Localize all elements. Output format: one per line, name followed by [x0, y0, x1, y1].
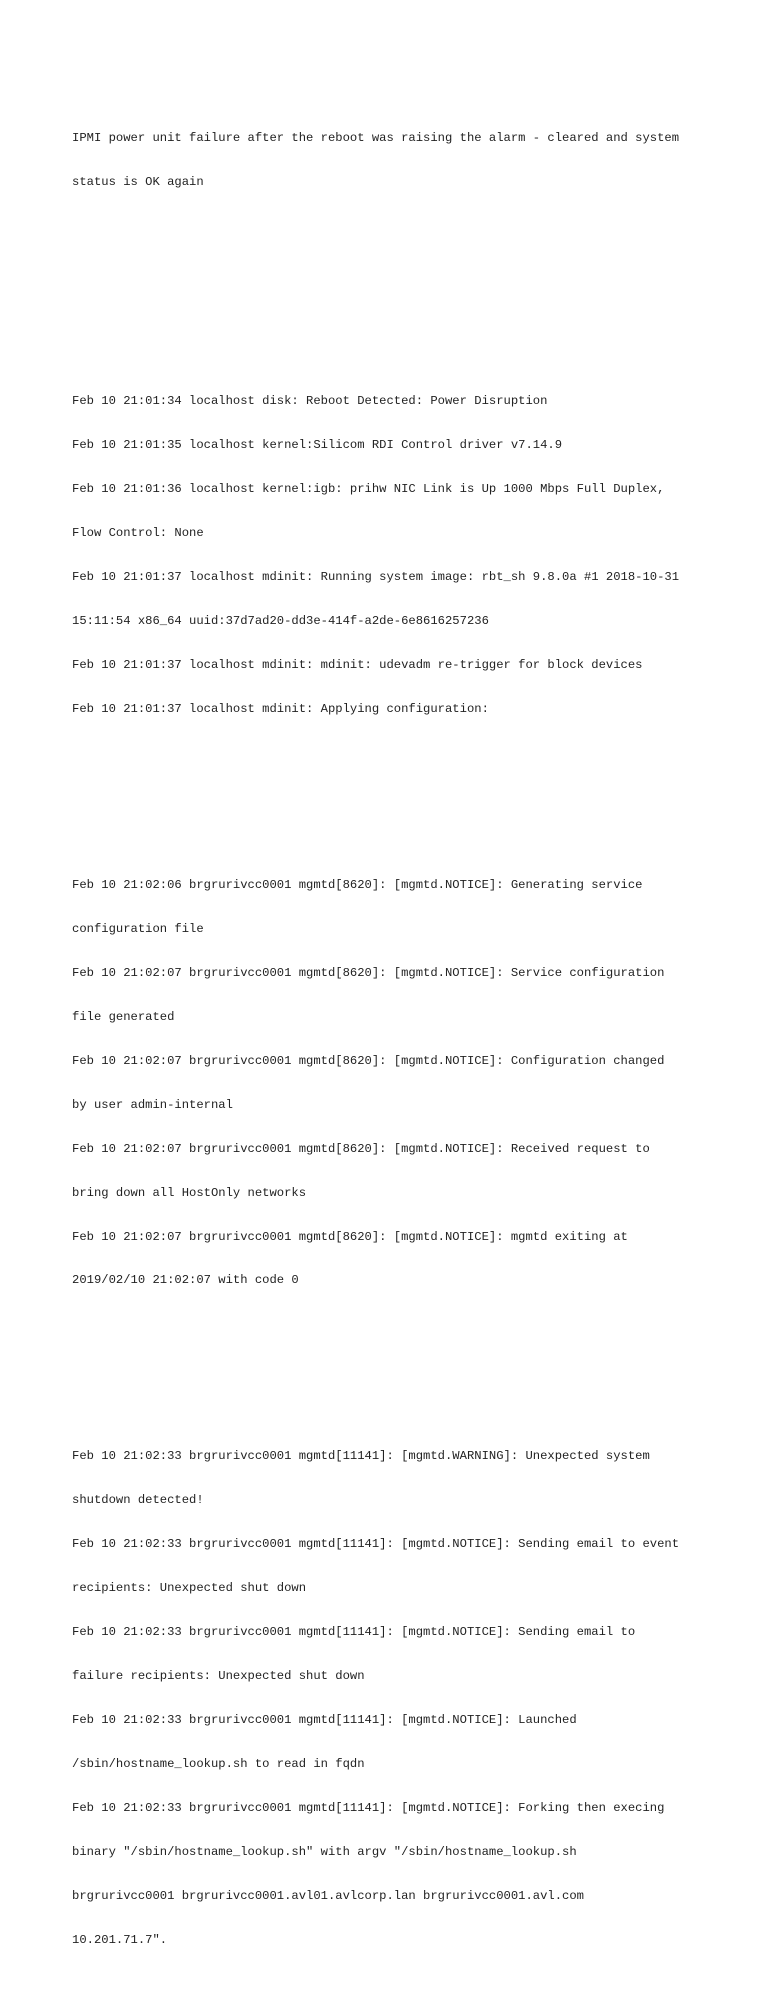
log-line: brgrurivcc0001 brgrurivcc0001.avl01.avlcorp.lan brgrurivcc0001.avl.com [72, 1888, 584, 1903]
log-line: failure recipients: Unexpected shut down [72, 1669, 365, 1684]
log-line: Feb 10 21:01:36 localhost kernel:igb: prihw NIC Link is Up 1000 Mbps Full Duplex, [72, 482, 665, 497]
summary-line: IPMI power unit failure after the reboot was raising the alarm - cleared and system [72, 130, 680, 145]
log-line: by user admin-internal [72, 1097, 233, 1112]
log-line: 15:11:54 x86_64 uuid:37d7ad20-dd3e-414f-a2de-6e8616257236 [72, 614, 489, 629]
spacer [72, 790, 712, 805]
log-line: binary "/sbin/hostname_lookup.sh" with argv "/sbin/hostname_lookup.sh [72, 1844, 577, 1859]
log-line: Feb 10 21:02:07 brgrurivcc0001 mgmtd[8620]: [mgmtd.NOTICE]: Received request to [72, 1141, 650, 1156]
boot-log-block [72, 365, 712, 746]
log-line: Feb 10 21:01:34 localhost disk: Reboot Detected: Power Disruption [72, 394, 548, 409]
log-line: /sbin/hostname_lookup.sh to read in fqdn [72, 1756, 365, 1771]
document-page [72, 72, 712, 1991]
spacer [72, 1361, 712, 1376]
log-line: 10.201.71.7". [72, 1932, 168, 1947]
spacer [72, 306, 712, 321]
log-line: Feb 10 21:01:37 localhost mdinit: Running system image: rbt_sh 9.8.0a #1 2018-10-31 [72, 570, 680, 585]
log-line: configuration file [72, 921, 204, 936]
log-line: Feb 10 21:02:33 brgrurivcc0001 mgmtd[11141]: [mgmtd.NOTICE]: Forking then execing [72, 1800, 665, 1815]
log-line: Feb 10 21:02:06 brgrurivcc0001 mgmtd[8620]: [mgmtd.NOTICE]: Generating service [72, 877, 643, 892]
log-line: shutdown detected! [72, 1493, 204, 1508]
log-line: Feb 10 21:02:07 brgrurivcc0001 mgmtd[8620]: [mgmtd.NOTICE]: Configuration changed [72, 1053, 665, 1068]
log-line: Feb 10 21:01:35 localhost kernel:Silicom RDI Control driver v7.14.9 [72, 438, 563, 453]
log-line: bring down all HostOnly networks [72, 1185, 307, 1200]
log-line: Feb 10 21:02:33 brgrurivcc0001 mgmtd[11141]: [mgmtd.WARNING]: Unexpected system [72, 1449, 650, 1464]
log-line: Feb 10 21:02:07 brgrurivcc0001 mgmtd[8620]: [mgmtd.NOTICE]: mgmtd exiting at [72, 1229, 628, 1244]
log-line: Feb 10 21:01:37 localhost mdinit: mdinit: udevadm re-trigger for block devices [72, 658, 643, 673]
log-line: recipients: Unexpected shut down [72, 1581, 307, 1596]
log-line: Feb 10 21:02:33 brgrurivcc0001 mgmtd[11141]: [mgmtd.NOTICE]: Sending email to [72, 1625, 636, 1640]
log-line: file generated [72, 1009, 175, 1024]
log-line: Flow Control: None [72, 526, 204, 541]
log-line: 2019/02/10 21:02:07 with code 0 [72, 1273, 299, 1288]
summary-line: status is OK again [72, 174, 204, 189]
summary-paragraph [72, 101, 712, 218]
log-line: Feb 10 21:02:33 brgrurivcc0001 mgmtd[11141]: [mgmtd.NOTICE]: Sending email to event [72, 1537, 680, 1552]
mgmtd-shutdown-log-block [72, 849, 712, 1318]
mgmtd-restart-log-block [72, 1420, 712, 1977]
log-line: Feb 10 21:02:07 brgrurivcc0001 mgmtd[8620]: [mgmtd.NOTICE]: Service configuration [72, 965, 665, 980]
log-line: Feb 10 21:01:37 localhost mdinit: Applying configuration: [72, 702, 489, 717]
log-line: Feb 10 21:02:33 brgrurivcc0001 mgmtd[11141]: [mgmtd.NOTICE]: Launched [72, 1713, 577, 1728]
spacer [72, 263, 712, 278]
